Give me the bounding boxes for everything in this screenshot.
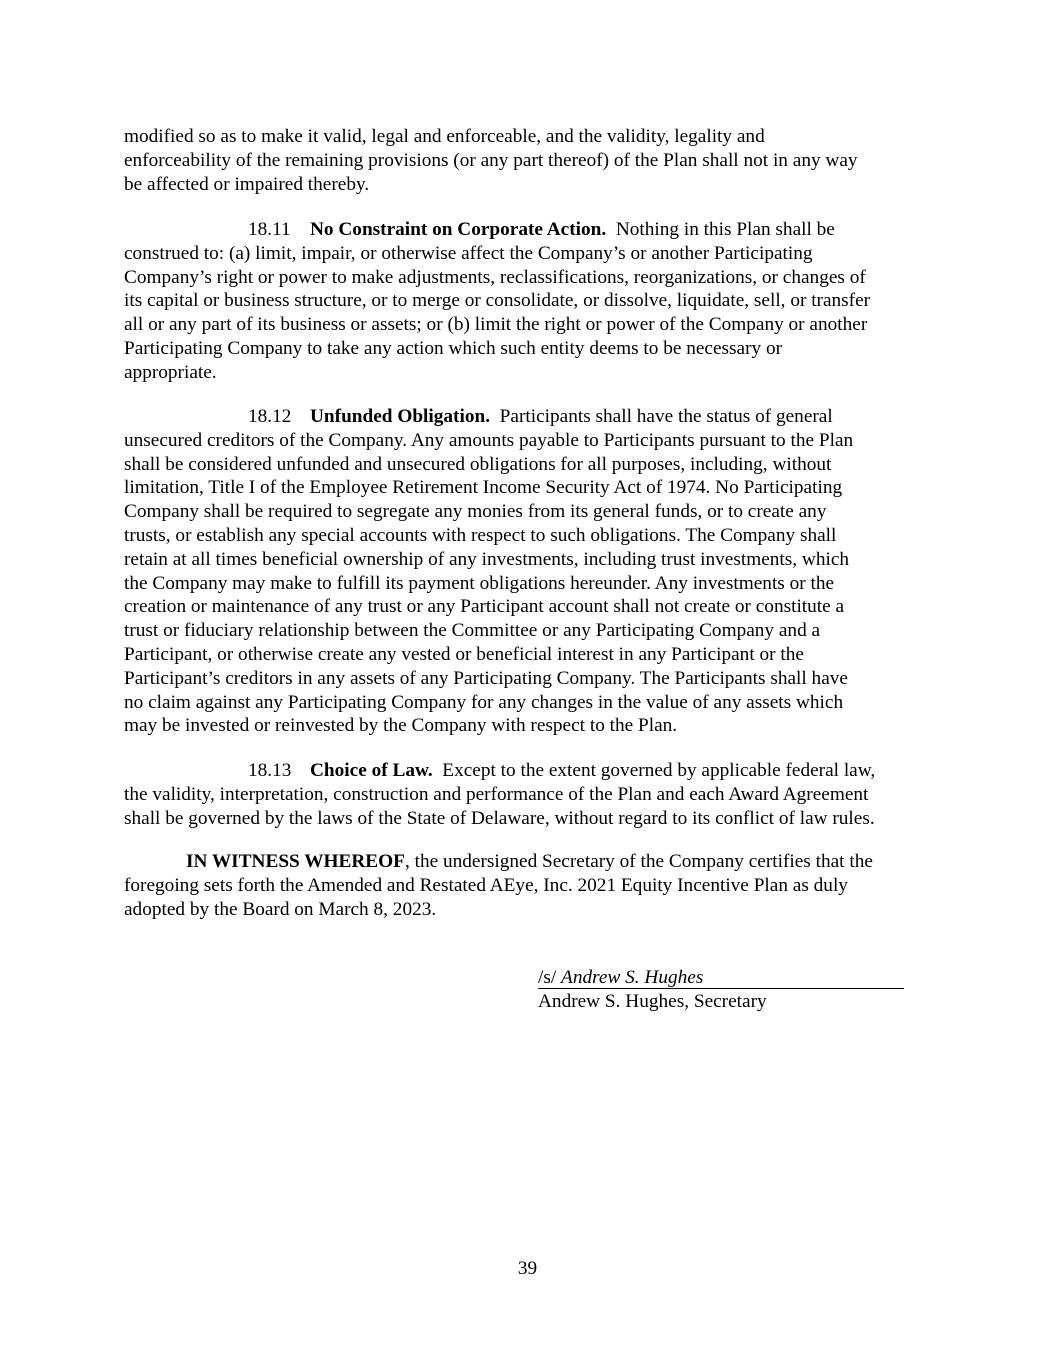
text-line: construed to: (a) limit, impair, or otherwise affect the Company’s or another Participating bbox=[124, 242, 813, 264]
witness-paragraph bbox=[124, 850, 936, 921]
section-first-text: Participants shall have the status of general bbox=[490, 406, 833, 427]
text-line: no claim against any Participating Company for any changes in the value of any assets which bbox=[124, 691, 844, 713]
text-line: Company shall be required to segregate any monies from its general funds, or to create any bbox=[124, 501, 827, 523]
text-line: trusts, or establish any special accounts with respect to such obligations. The Company shall bbox=[124, 524, 837, 546]
section-heading: No Constraint on Corporate Action. bbox=[310, 219, 607, 240]
section-number: 18.13 bbox=[248, 760, 292, 781]
signature-prefix: /s/ bbox=[538, 967, 562, 988]
text-line: the Company may make to fulfill its payment obligations hereunder. Any investments or the bbox=[124, 572, 835, 594]
text-line: foregoing sets forth the Amended and Restated AEye, Inc. 2021 Equity Incentive Plan as duly bbox=[124, 874, 848, 896]
signature-name: Andrew S. Hughes bbox=[561, 967, 704, 988]
section-number: 18.11 bbox=[248, 219, 291, 240]
section-first-line bbox=[124, 405, 936, 429]
section-first-text: Except to the extent governed by applicable federal law, bbox=[432, 760, 876, 781]
witness-lead: IN WITNESS WHEREOF bbox=[186, 851, 405, 872]
text-line: Participant, or otherwise create any vested or beneficial interest in any Participant or the bbox=[124, 643, 804, 665]
page-number: 39 bbox=[517, 1258, 538, 1279]
section-heading: Unfunded Obligation. bbox=[310, 406, 491, 427]
text-line: all or any part of its business or assets; or (b) limit the right or power of the Company or another bbox=[124, 314, 868, 336]
text-line: may be invested or reinvested by the Company with respect to the Plan. bbox=[124, 715, 678, 737]
text-line: adopted by the Board on March 8, 2023. bbox=[124, 898, 437, 920]
signature-block bbox=[538, 966, 938, 1014]
section-18-12 bbox=[124, 405, 936, 738]
text-line: its capital or business structure, or to merge or consolidate, or dissolve, liquidate, sell, or transfer bbox=[124, 290, 871, 312]
text-line: Participant’s creditors in any assets of any Participating Company. The Participants shall have bbox=[124, 667, 848, 689]
text-line: limitation, Title I of the Employee Retirement Income Security Act of 1974. No Participating bbox=[124, 477, 843, 499]
text-line: enforceability of the remaining provisions (or any part thereof) of the Plan shall not in any way bbox=[124, 149, 858, 171]
text-line: the validity, interpretation, construction and performance of the Plan and each Award Agreement bbox=[124, 783, 869, 805]
text-line: modified so as to make it valid, legal and enforceable, and the validity, legality and bbox=[124, 126, 765, 147]
text-line: creation or maintenance of any trust or any Participant account shall not create or constitute a bbox=[124, 596, 845, 618]
text-line: unsecured creditors of the Company. Any amounts payable to Participants pursuant to the Plan bbox=[124, 429, 854, 451]
witness-first-line bbox=[124, 850, 936, 874]
continuation-paragraph bbox=[124, 125, 936, 196]
section-18-13 bbox=[124, 759, 936, 830]
section-first-line bbox=[124, 759, 936, 783]
text-line: Participating Company to take any action which such entity deems to be necessary or bbox=[124, 337, 783, 359]
text-line: appropriate. bbox=[124, 361, 217, 383]
text-line: Company’s right or power to make adjustments, reclassifications, reorganizations, or changes of bbox=[124, 266, 866, 288]
text-line: trust or fiduciary relationship between the Committee or any Participating Company and a bbox=[124, 620, 821, 642]
section-first-text: Nothing in this Plan shall be bbox=[606, 219, 835, 240]
text-line: shall be considered unfunded and unsecured obligations for all purposes, including, without bbox=[124, 453, 832, 475]
text-line: shall be governed by the laws of the State of Delaware, without regard to its conflict of law rules. bbox=[124, 807, 875, 829]
section-heading: Choice of Law. bbox=[310, 760, 433, 781]
text-line: be affected or impaired thereby. bbox=[124, 173, 370, 195]
signature-line bbox=[538, 967, 904, 989]
signatory-title: Andrew S. Hughes, Secretary bbox=[538, 990, 767, 1012]
text-line: retain at all times beneficial ownership of any investments, including trust investments, which bbox=[124, 548, 850, 570]
section-18-11 bbox=[124, 218, 936, 385]
section-number: 18.12 bbox=[248, 406, 292, 427]
witness-first-text: , the undersigned Secretary of the Company certifies that the bbox=[404, 851, 873, 872]
section-first-line bbox=[124, 218, 936, 242]
